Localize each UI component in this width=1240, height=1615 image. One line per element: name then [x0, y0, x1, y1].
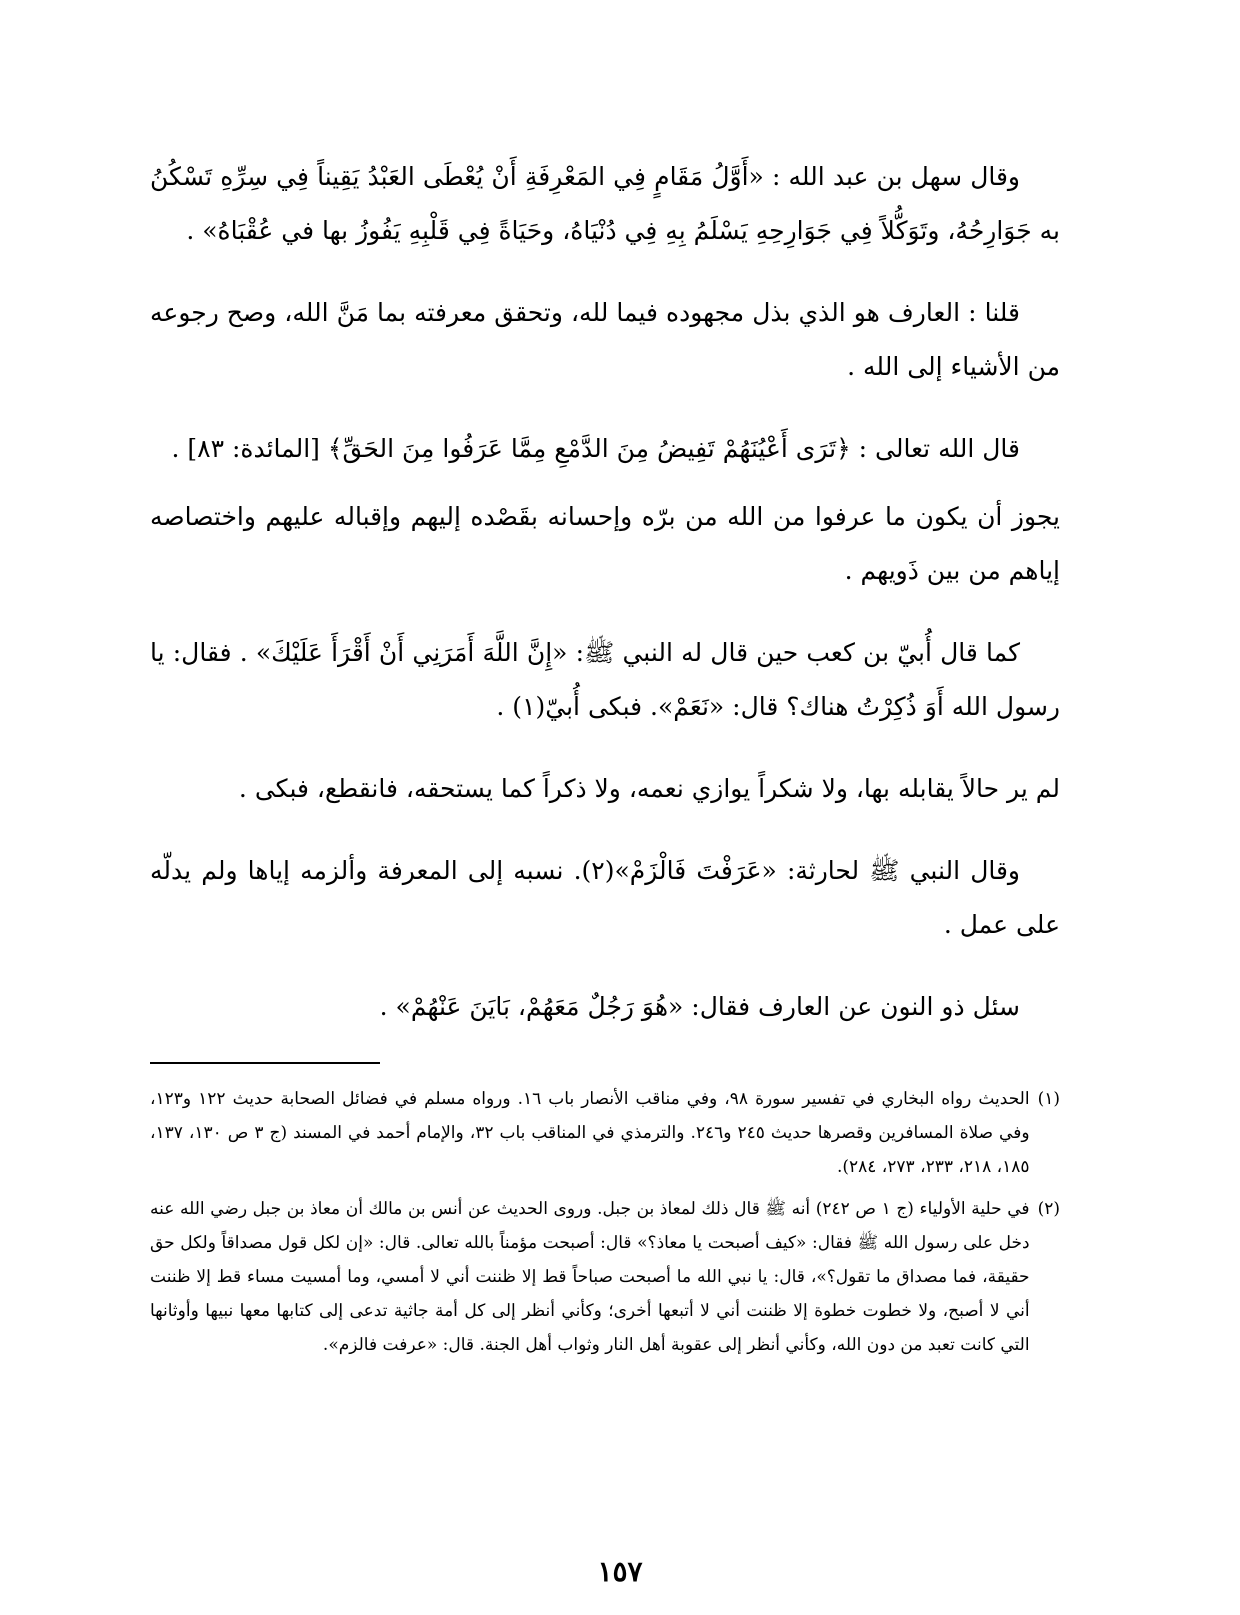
- footnote-number: (١): [1037, 1089, 1060, 1109]
- paragraph-weeping: لم ير حالاً يقابله بها، ولا شكراً يوازي نعمه، ولا ذكراً كما يستحقه، فانقطع، فبكى .: [238, 774, 1060, 803]
- paragraph-quran-verse: قال الله تعالى : ﴿تَرَى أَعْيُنَهُمْ تَفِيضُ مِنَ الدَّمْعِ مِمَّا عَرَفُوا مِنَ الحَقِّ﴾ [المائدة: ٨٣] .: [171, 434, 1020, 463]
- footnote-text: الحديث رواه البخاري في تفسير سورة ٩٨، وفي مناقب الأنصار باب ١٦. ورواه مسلم في فضائل الصحابة حديث ١٢٢ و١٢٣، وفي صلاة المسافرين وقصرها حديث ٢٤٥ و٢٤٦. والترمذي في المناقب باب ٣٢، والإمام أحمد في المسند (ج ٣ ص ١٣٠، ١٣٧، ١٨٥، ٢١٨، ٢٣٣، ٢٧٣، ٢٨٤).: [150, 1089, 1030, 1177]
- paragraph-ubayy-hadith: كما قال أُبيّ بن كعب حين قال له النبي ﷺ: «إِنَّ اللَّهَ أَمَرَنِي أَنْ أَقْرَأَ عَلَيْكَ» . فقال: يا رسول الله أَوَ ذُكِرْتُ هناك؟ قال: «نَعَمْ». فبكى أُبيّ(١) .: [150, 638, 1060, 721]
- footnote-number: (٢): [1037, 1199, 1060, 1219]
- footnote-1: [150, 1082, 1060, 1184]
- footnote-2: [150, 1192, 1060, 1362]
- page-number: ١٥٧: [597, 1555, 643, 1588]
- paragraph-dhul-nun: سئل ذو النون عن العارف فقال: «هُوَ رَجُلٌ مَعَهُمْ، بَايَنَ عَنْهُمْ» .: [379, 992, 1020, 1021]
- page-content: [150, 150, 1060, 1370]
- paragraph-haritha-hadith: وقال النبي ﷺ لحارثة: «عَرَفْتَ فَالْزَمْ»(٢). نسبه إلى المعرفة وألزمه إياها ولم يدلّه على عمل .: [150, 856, 1060, 939]
- footnote-divider: [150, 1062, 380, 1064]
- paragraph-arif-definition: قلنا : العارف هو الذي بذل مجهوده فيما لله، وتحقق معرفته بما مَنَّ الله، وصح رجوعه من الأشياء إلى الله .: [150, 298, 1060, 381]
- footnote-text: في حلية الأولياء (ج ١ ص ٢٤٢) أنه ﷺ قال ذلك لمعاذ بن جبل. وروى الحديث عن أنس بن مالك أن معاذ بن جبل رضي الله عنه دخل على رسول الله ﷺ فقال: «كيف أصبحت يا معاذ؟» قال: أصبحت مؤمناً بالله تعالى. قال: «إن لكل قول مصداقاً ولكل حق حقيقة، فما مصداق ما تقول؟»، قال: يا نبي الله ما أصبحت صباحاً قط إلا ظننت أني لا أمسي، وما أمسيت مساء قط إلا ظننت أني لا أصبح، ولا خطوت خطوة إلا ظننت أني لا أتبعها أخرى؛ وكأني أنظر إلى كل أمة جاثية تدعى إلى كتابها معها نبيها وأوثانها التي كانت تعبد من دون الله، وكأني أنظر إلى عقوبة أهل النار وثواب أهل الجنة. قال: «عرفت فالزم».: [150, 1199, 1030, 1355]
- paragraph-explanation: يجوز أن يكون ما عرفوا من الله من برّه وإحسانه بقَصْده إليهم وإقباله عليهم واختصاصه إياهم من بين ذَويهم .: [150, 502, 1060, 585]
- footnotes: [150, 1082, 1060, 1362]
- paragraph-sahl-quote: وقال سهل بن عبد الله : «أَوَّلُ مَقَامٍ فِي المَعْرِفَةِ أَنْ يُعْطَى العَبْدُ يَقِيناً فِي سِرِّهِ تَسْكُنُ به جَوَارِحُهُ، وتَوَكُّلاً فِي جَوَارِحِهِ يَسْلَمُ بِهِ فِي دُنْيَاهُ، وحَيَاةً فِي قَلْبِهِ يَفُوزُ بها في عُقْبَاهُ» .: [150, 162, 1060, 245]
- main-text: [150, 150, 1060, 1034]
